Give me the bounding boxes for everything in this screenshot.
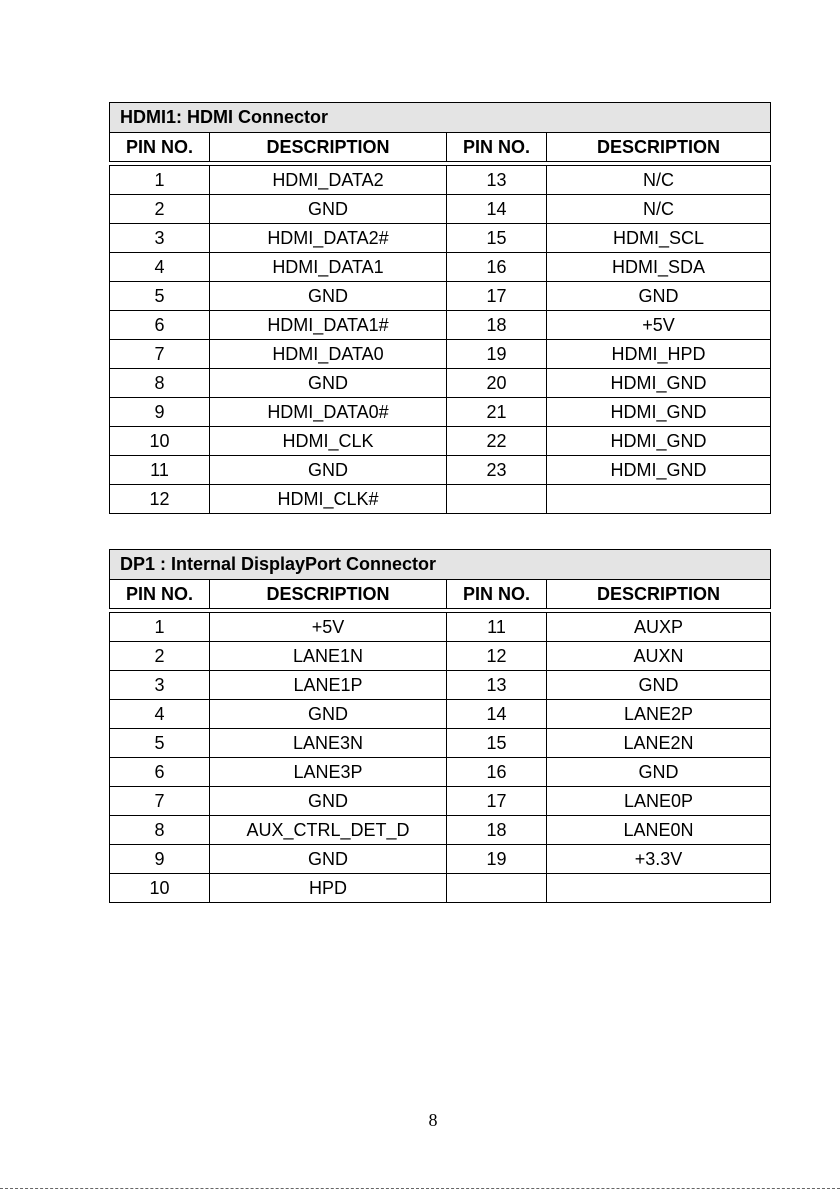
table-row — [110, 485, 771, 514]
table-row — [110, 642, 771, 671]
pin-description-cell: LANE1N — [210, 642, 447, 671]
pin-description-cell: AUX_CTRL_DET_D — [210, 816, 447, 845]
pin-description-cell: GND — [547, 282, 771, 311]
pin-number-cell: 7 — [110, 340, 210, 369]
pin-description-cell: LANE1P — [210, 671, 447, 700]
pin-number-cell: 22 — [447, 427, 547, 456]
pin-description-cell: LANE0N — [547, 816, 771, 845]
column-header: DESCRIPTION — [210, 133, 447, 162]
pin-description-cell: AUXN — [547, 642, 771, 671]
pin-description-cell: GND — [210, 787, 447, 816]
table-row — [110, 282, 771, 311]
pin-description-cell: HDMI_HPD — [547, 340, 771, 369]
column-header: PIN NO. — [110, 580, 210, 609]
pin-number-cell: 12 — [110, 485, 210, 514]
table-row — [110, 845, 771, 874]
table-row — [110, 729, 771, 758]
pin-number-cell: 1 — [110, 166, 210, 195]
pin-description-cell: GND — [547, 758, 771, 787]
pin-description-cell: HDMI_GND — [547, 456, 771, 485]
pin-description-cell: +5V — [547, 311, 771, 340]
pin-number-cell: 4 — [110, 253, 210, 282]
column-header: DESCRIPTION — [547, 580, 771, 609]
pin-number-cell: 5 — [110, 729, 210, 758]
pin-description-cell: GND — [210, 845, 447, 874]
pin-number-cell: 6 — [110, 758, 210, 787]
pin-number-cell: 2 — [110, 195, 210, 224]
pin-number-cell: 7 — [110, 787, 210, 816]
pin-description-cell: HDMI_GND — [547, 427, 771, 456]
table-row — [110, 253, 771, 282]
pin-description-cell: HDMI_DATA1# — [210, 311, 447, 340]
pin-number-cell: 23 — [447, 456, 547, 485]
pin-number-cell: 15 — [447, 224, 547, 253]
column-header: PIN NO. — [447, 133, 547, 162]
pin-number-cell: 12 — [447, 642, 547, 671]
pin-number-cell: 9 — [110, 845, 210, 874]
pin-number-cell — [447, 485, 547, 514]
column-header: PIN NO. — [447, 580, 547, 609]
pin-number-cell: 16 — [447, 253, 547, 282]
pin-description-cell: HDMI_DATA1 — [210, 253, 447, 282]
column-header: PIN NO. — [110, 133, 210, 162]
pin-description-cell: N/C — [547, 166, 771, 195]
pin-number-cell: 15 — [447, 729, 547, 758]
pin-number-cell: 20 — [447, 369, 547, 398]
pin-number-cell: 19 — [447, 845, 547, 874]
pin-description-cell: +3.3V — [547, 845, 771, 874]
pin-number-cell: 4 — [110, 700, 210, 729]
table-body — [110, 166, 771, 514]
pin-description-cell: HDMI_SDA — [547, 253, 771, 282]
pin-description-cell: LANE2P — [547, 700, 771, 729]
table-row — [110, 369, 771, 398]
pin-description-cell — [547, 874, 771, 903]
pin-description-cell: HDMI_SCL — [547, 224, 771, 253]
table-row — [110, 427, 771, 456]
pin-number-cell: 19 — [447, 340, 547, 369]
pin-number-cell: 14 — [447, 195, 547, 224]
table-row — [110, 700, 771, 729]
table-row — [110, 340, 771, 369]
pin-description-cell: GND — [210, 456, 447, 485]
pin-number-cell: 11 — [110, 456, 210, 485]
table-row — [110, 195, 771, 224]
pin-number-cell: 16 — [447, 758, 547, 787]
pin-number-cell: 14 — [447, 700, 547, 729]
pin-description-cell: HDMI_DATA0# — [210, 398, 447, 427]
table-row — [110, 166, 771, 195]
pin-number-cell: 3 — [110, 224, 210, 253]
pin-description-cell: LANE0P — [547, 787, 771, 816]
pin-description-cell: GND — [210, 700, 447, 729]
table-title: DP1 : Internal DisplayPort Connector — [110, 550, 771, 580]
pin-description-cell: LANE3P — [210, 758, 447, 787]
pin-number-cell: 8 — [110, 816, 210, 845]
table-row — [110, 787, 771, 816]
page-number: 8 — [428, 1110, 438, 1130]
pin-number-cell: 13 — [447, 166, 547, 195]
table-title: HDMI1: HDMI Connector — [110, 103, 771, 133]
pin-description-cell: GND — [547, 671, 771, 700]
pin-number-cell: 3 — [110, 671, 210, 700]
pin-description-cell — [547, 485, 771, 514]
pin-number-cell: 17 — [447, 787, 547, 816]
table-row — [110, 398, 771, 427]
pin-description-cell: HDMI_CLK — [210, 427, 447, 456]
pin-description-cell: +5V — [210, 613, 447, 642]
pin-description-cell: LANE3N — [210, 729, 447, 758]
hdmi-connector-table — [109, 102, 771, 514]
pin-number-cell: 5 — [110, 282, 210, 311]
table-row — [110, 613, 771, 642]
pin-number-cell: 18 — [447, 311, 547, 340]
pin-number-cell: 8 — [110, 369, 210, 398]
pin-description-cell: HDMI_DATA0 — [210, 340, 447, 369]
pin-description-cell: HDMI_DATA2 — [210, 166, 447, 195]
table-body — [110, 613, 771, 903]
table-row — [110, 816, 771, 845]
pin-number-cell: 18 — [447, 816, 547, 845]
pin-description-cell: AUXP — [547, 613, 771, 642]
pin-number-cell: 11 — [447, 613, 547, 642]
table-row — [110, 456, 771, 485]
pin-description-cell: HDMI_GND — [547, 398, 771, 427]
pin-number-cell: 17 — [447, 282, 547, 311]
table-row — [110, 224, 771, 253]
table-row — [110, 874, 771, 903]
pin-number-cell: 6 — [110, 311, 210, 340]
pin-number-cell: 13 — [447, 671, 547, 700]
pin-description-cell: N/C — [547, 195, 771, 224]
pin-description-cell: HDMI_CLK# — [210, 485, 447, 514]
pin-number-cell — [447, 874, 547, 903]
table-row — [110, 758, 771, 787]
pin-description-cell: LANE2N — [547, 729, 771, 758]
table-row — [110, 311, 771, 340]
displayport-connector-table — [109, 549, 771, 903]
pin-number-cell: 21 — [447, 398, 547, 427]
pin-number-cell: 10 — [110, 874, 210, 903]
pin-description-cell: HDMI_DATA2# — [210, 224, 447, 253]
footer-divider — [0, 1188, 840, 1189]
pin-description-cell: HDMI_GND — [547, 369, 771, 398]
pin-number-cell: 9 — [110, 398, 210, 427]
pin-description-cell: GND — [210, 282, 447, 311]
pin-description-cell: HPD — [210, 874, 447, 903]
pin-number-cell: 1 — [110, 613, 210, 642]
column-header: DESCRIPTION — [210, 580, 447, 609]
pin-number-cell: 10 — [110, 427, 210, 456]
pin-description-cell: GND — [210, 195, 447, 224]
column-header: DESCRIPTION — [547, 133, 771, 162]
pin-number-cell: 2 — [110, 642, 210, 671]
table-row — [110, 671, 771, 700]
pin-description-cell: GND — [210, 369, 447, 398]
